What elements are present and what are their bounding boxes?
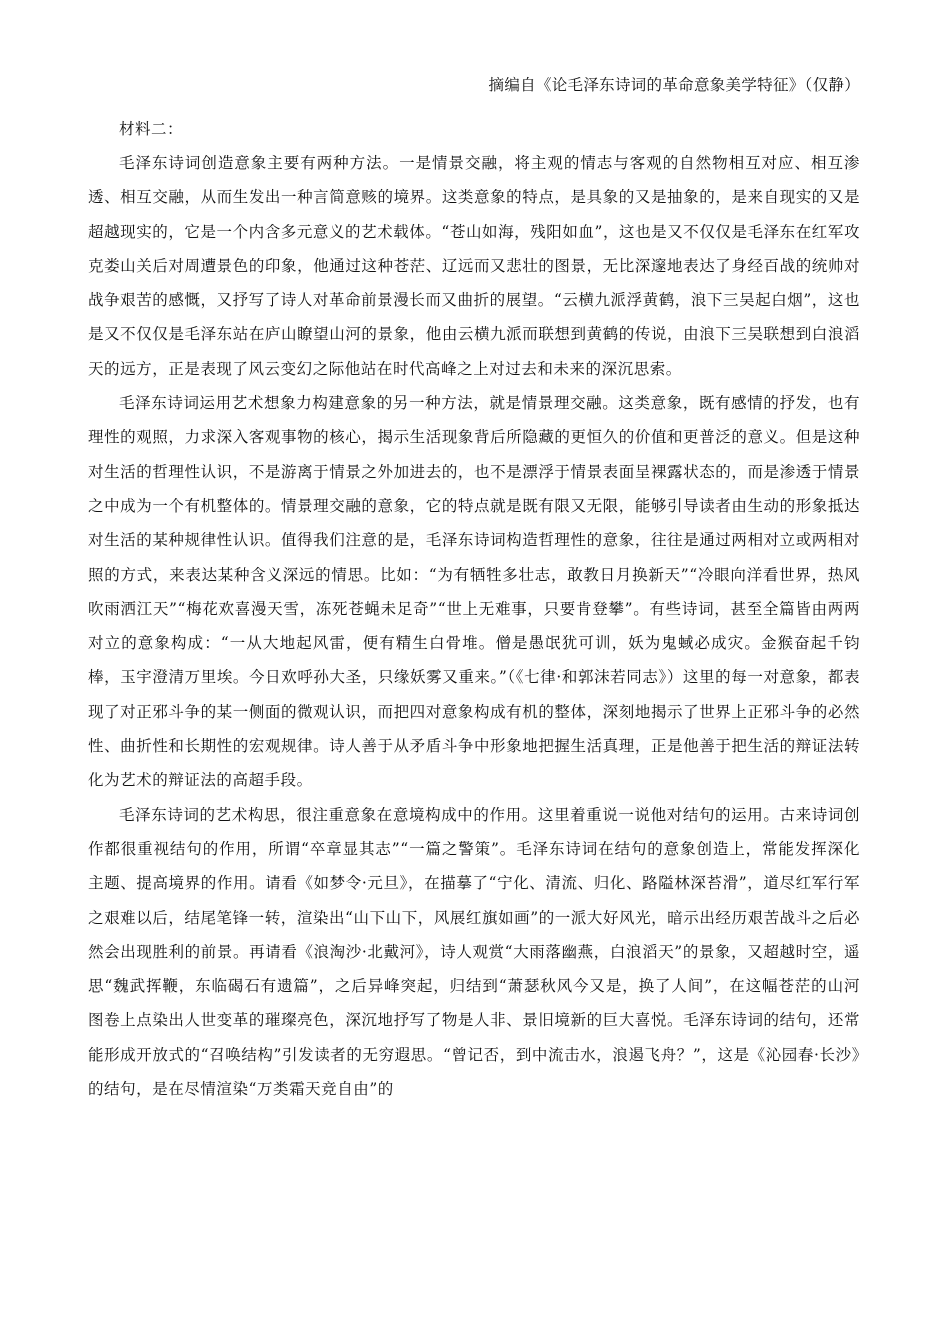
paragraph-1: 毛泽东诗词创造意象主要有两种方法。一是情景交融，将主观的情志与客观的自然物相互对应、相互渗透、相互交融，从而生发出一种言简意赅的境界。这类意象的特点，是具象的又是抽象的，是来自现实的又是超越现实的，它是一个内含多元意义的艺术载体。“苍山如海，残阳如血”，这也是又不仅仅是毛泽东在红军攻克娄山关后对周遭景色的印象，他通过这种苍茫、辽远而又悲壮的图景，无比深邃地表达了身经百战的统帅对战争艰苦的感慨，又抒写了诗人对革命前景漫长而又曲折的展望。“云横九派浮黄鹤，浪下三吴起白烟”，这也是又不仅仅是毛泽东站在庐山瞭望山河的景象，他由云横九派而联想到黄鹤的传说，由浪下三吴联想到白浪滔天的远方，正是表现了风云变幻之际他站在时代高峰之上对过去和未来的深沉思索。: [88, 154, 860, 378]
document-page: [88, 70, 860, 1106]
source-citation: 摘编自《论毛泽东诗词的革命意象美学特征》（仅静）: [488, 76, 860, 94]
section-heading: 材料二：: [119, 120, 184, 138]
paragraph-3: 毛泽东诗词的艺术构思，很注重意象在意境构成中的作用。这里着重说一说他对结句的运用。古来诗词创作都很重视结句的作用，所谓“卒章显其志”“一篇之警策”。毛泽东诗词在结句的意象创造上，常能发挥深化主题、提高境界的作用。请看《如梦令·元旦》，在描摹了“宁化、清流、归化、路隘林深苔滑”，道尽红军行军之艰难以后，结尾笔锋一转，渲染出“山下山下，风展红旗如画”的一派大好风光，暗示出经历艰苦战斗之后必然会出现胜利的前景。再请看《浪淘沙·北戴河》，诗人观赏“大雨落幽燕，白浪滔天”的景象，又超越时空，遥思“魏武挥鞭，东临碣石有遗篇”，之后异峰突起，归结到“萧瑟秋风今又是，换了人间”，在这幅苍茫的山河图卷上点染出人世变革的璀璨亮色，深沉地抒写了物是人非、景旧境新的巨大喜悦。毛泽东诗词的结句，还常能形成开放式的“召唤结构”引发读者的无穷遐思。“曾记否，到中流击水，浪遏飞舟？”，这是《沁园春·长沙》的结句，是在尽情渲染“万类霜天竞自由”的: [88, 805, 860, 1099]
paragraph-2: 毛泽东诗词运用艺术想象力构建意象的另一种方法，就是情景理交融。这类意象，既有感情的抒发，也有理性的观照，力求深入客观事物的核心，揭示生活现象背后所隐藏的更恒久的价值和更普泛的意义。但是这种对生活的哲理性认识，不是游离于情景之外加进去的，也不是漂浮于情景表面呈裸露状态的，而是渗透于情景之中成为一个有机整体的。情景理交融的意象，它的特点就是既有限又无限，能够引导读者由生动的形象抵达对生活的某种规律性认识。值得我们注意的是，毛泽东诗词构造哲理性的意象，往往是通过两相对立或两相对照的方式，来表达某种含义深远的情思。比如：“为有牺牲多壮志，敢教日月换新天”“冷眼向洋看世界，热风吹雨洒江天”“梅花欢喜漫天雪，冻死苍蝇未足奇”“世上无难事，只要肯登攀”。有些诗词，甚至全篇皆由两两对立的意象构成：“一从大地起风雷，便有精生白骨堆。僧是愚氓犹可训，妖为鬼蜮必成灾。金猴奋起千钧棒，玉宇澄清万里埃。今日欢呼孙大圣，只缘妖雾又重来。”（《七律·和郭沫若同志》）这里的每一对意象，都表现了对正邪斗争的某一侧面的微观认识，而把四对意象构成有机的整体，深刻地揭示了世界上正邪斗争的必然性、曲折性和长期性的宏观规律。诗人善于从矛盾斗争中形象地把握生活真理，正是他善于把生活的辩证法转化为艺术的辩证法的高超手段。: [88, 394, 860, 790]
